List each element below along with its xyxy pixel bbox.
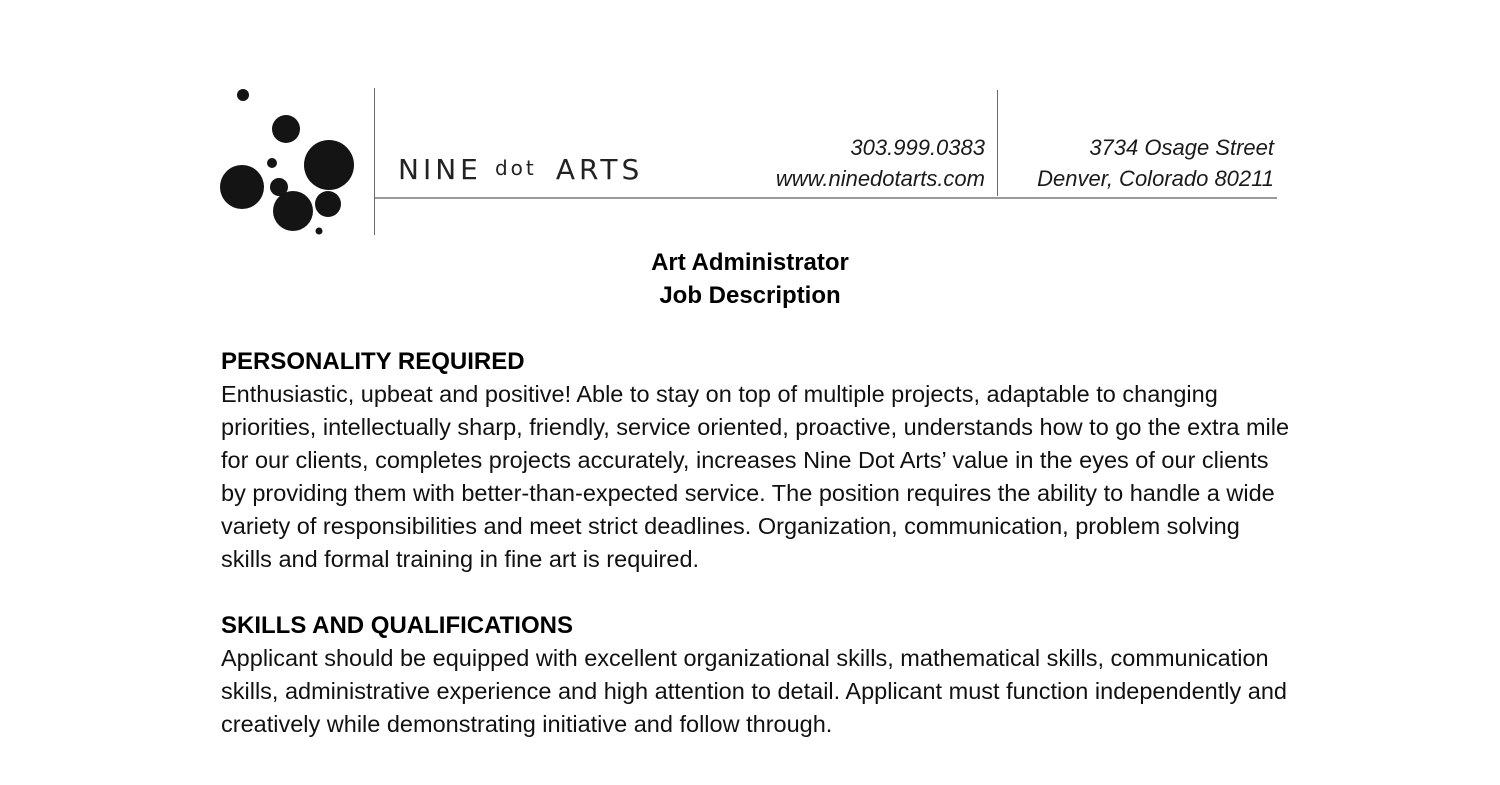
section-skills [221,609,1291,741]
letterhead-rule [375,197,1277,199]
section-paragraph: Enthusiastic, upbeat and positive! Able to stay on top of multiple projects, adaptable to changing priorities, intellectually sharp, friendly, service oriented, proactive, understands how to go the extra mile for our clients, completes projects accurately, increases Nine Dot Arts’ value in the eyes of our clients by providing them with better-than-expected service. The position requires the ability to handle a wide variety of responsibilities and meet strict deadlines. Organization, communication, problem solving skills and formal training in fine art is required. [221,381,1290,572]
phone-number: 303.999.0383 [850,135,985,160]
section-personality [221,345,1291,576]
contact-block [776,132,985,194]
wordmark-nine: NINE [398,153,482,186]
title-line-2: Job Description [659,282,841,309]
letterhead [218,84,1280,238]
street-address: 3734 Osage Street [1089,135,1274,160]
title-line-1: Art Administrator [651,249,849,276]
section-paragraph: Applicant should be equipped with excellent organizational skills, mathematical skills, communication skills, administrative experience and high attention to detail. Applicant must function independently and creatively while demonstrating initiative and follow through. [221,645,1287,737]
address-block [1037,132,1274,194]
wordmark-arts: ARTS [555,153,644,186]
document-body [221,345,1291,774]
website-link[interactable]: www.ninedotarts.com [775,166,985,191]
logo-divider [374,88,375,235]
wordmark-dot: dot [494,156,537,180]
document-title [0,246,1500,312]
dots-cluster-icon [218,84,358,238]
company-wordmark [398,154,643,190]
section-heading: PERSONALITY REQUIRED [221,348,525,375]
city-state-zip: Denver, Colorado 80211 [1037,166,1274,191]
section-heading: SKILLS AND QUALIFICATIONS [221,612,573,639]
contact-divider [997,90,998,196]
